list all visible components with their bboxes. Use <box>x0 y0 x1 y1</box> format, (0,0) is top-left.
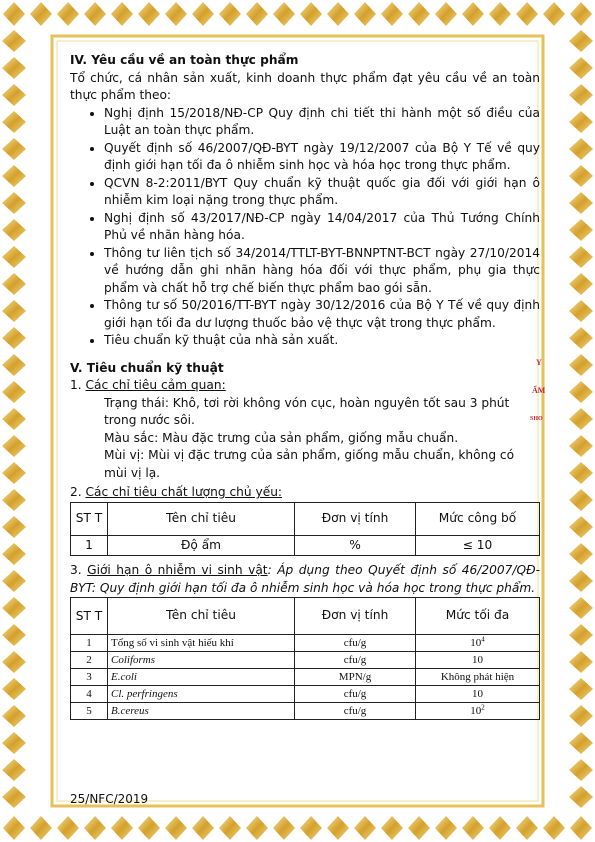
border-diamond <box>381 816 403 840</box>
border-diamond <box>246 2 268 26</box>
list-item: • Nghị định số 43/2017/NĐ-CP ngày 14/04/2017 của Thủ Tướng Chính Phủ về nhãn hàng hóa. <box>104 210 540 245</box>
border-diamond <box>2 165 26 187</box>
table-row <box>71 535 540 556</box>
border-diamond <box>165 2 187 26</box>
page-content <box>70 52 540 720</box>
border-diamond <box>3 816 25 840</box>
border-diamond <box>381 2 403 26</box>
border-diamond <box>569 354 593 376</box>
border-diamond <box>516 2 538 26</box>
border-diamond <box>30 816 52 840</box>
border-diamond <box>569 705 593 727</box>
sensory-taste: Mùi vị: Mùi vị đặc trưng của sản phẩm, giống mẫu chuẩn, không có mùi vị lạ. <box>104 448 515 480</box>
header-unit: Đơn vị tính <box>295 598 416 635</box>
border-diamond <box>569 489 593 511</box>
border-diamond <box>569 111 593 133</box>
limit-value: 10 <box>470 704 482 717</box>
border-diamond <box>462 2 484 26</box>
document-code: 25/NFC/2019 <box>70 792 149 806</box>
border-diamond <box>2 678 26 700</box>
cell-stt: 5 <box>71 703 108 720</box>
cell-limit <box>416 652 540 669</box>
list-item: • Thông tư liên tịch số 34/2014/TTLT-BYT-BNNPTNT-BCT ngày 27/10/2014 về hướng dẫn ghi nhãn hàng hóa đối với thực phẩm, phụ gia thực phẩm và chất hỗ trợ chế biến thực phẩm bao gói sẵn. <box>104 245 540 298</box>
subsection-2-label: Các chỉ tiêu chất lượng chủ yếu: <box>85 485 283 499</box>
border-diamond <box>569 219 593 241</box>
border-diamond <box>569 462 593 484</box>
cell-name: Độ ẩm <box>108 535 295 556</box>
border-diamond <box>219 2 241 26</box>
border-diamond <box>2 381 26 403</box>
border-diamond <box>569 84 593 106</box>
border-diamond <box>2 57 26 79</box>
cell-stt: 4 <box>71 686 108 703</box>
border-diamond <box>57 816 79 840</box>
border-diamond <box>569 138 593 160</box>
cell-limit: ≤ 10 <box>416 535 540 556</box>
border-diamond <box>354 816 376 840</box>
border-diamond <box>2 759 26 781</box>
header-stt: ST T <box>71 598 108 635</box>
border-diamond <box>569 570 593 592</box>
border-diamond <box>569 435 593 457</box>
border-diamond <box>354 2 376 26</box>
cell-stt: 1 <box>71 635 108 652</box>
border-diamond <box>569 57 593 79</box>
border-diamond <box>138 816 160 840</box>
table-row <box>71 703 540 720</box>
border-diamond <box>2 651 26 673</box>
border-diamond <box>569 408 593 430</box>
subsection-number: 3. <box>70 563 88 577</box>
border-diamond <box>2 597 26 619</box>
border-diamond <box>2 786 26 808</box>
border-diamond <box>2 732 26 754</box>
section-iv-title: IV. Yêu cầu về an toàn thực phẩm <box>70 53 299 67</box>
cell-name: Tổng số vi sinh vật hiếu khí <box>108 635 295 652</box>
cell-unit: cfu/g <box>295 652 416 669</box>
table-row <box>71 669 540 686</box>
border-diamond <box>57 2 79 26</box>
border-diamond <box>489 816 511 840</box>
header-stt: ST T <box>71 502 108 535</box>
red-stamp-fragment <box>528 336 552 426</box>
cell-unit: MPN/g <box>295 669 416 686</box>
border-diamond <box>2 30 26 52</box>
border-diamond <box>2 543 26 565</box>
stamp-text: ẨM <box>532 386 546 395</box>
border-diamond <box>2 435 26 457</box>
border-diamond <box>543 2 565 26</box>
border-diamond <box>111 816 133 840</box>
border-diamond <box>2 705 26 727</box>
border-diamond <box>192 2 214 26</box>
border-diamond <box>569 786 593 808</box>
list-item: • Quyết định số 46/2007/QĐ-BYT ngày 19/12/2007 của Bộ Y Tế về quy định giới hạn tối đa ô nhiễm sinh học và hóa học trong thực phẩm. <box>104 140 540 175</box>
border-diamond <box>569 759 593 781</box>
border-diamond <box>2 111 26 133</box>
border-diamond <box>84 2 106 26</box>
cell-unit: cfu/g <box>295 703 416 720</box>
border-diamond <box>2 138 26 160</box>
border-diamond <box>300 2 322 26</box>
limit-value: 10 <box>470 636 482 649</box>
sensory-state: Trạng thái: Khô, tơi rời không vón cục, hoàn nguyên tốt sau 3 phút trong nước sôi. <box>104 395 510 427</box>
border-diamond <box>462 816 484 840</box>
border-diamond <box>435 816 457 840</box>
limit-exponent: 2 <box>481 702 485 711</box>
header-name: Tên chỉ tiêu <box>108 502 295 535</box>
header-limit: Mức công bố <box>416 502 540 535</box>
border-diamond <box>3 2 25 26</box>
border-diamond <box>435 2 457 26</box>
list-item: • Thông tư số 50/2016/TT-BYT ngày 30/12/2016 của Bộ Y Tế về quy định giới hạn tối đa dư lượng thuốc bảo vệ thực vật trong thực phẩm. <box>104 297 540 332</box>
border-diamond <box>327 2 349 26</box>
border-diamond <box>2 327 26 349</box>
subsection-3-heading <box>70 562 540 597</box>
border-diamond <box>2 192 26 214</box>
table-header-row <box>71 502 540 535</box>
border-diamond <box>111 2 133 26</box>
list-item: • Nghị định 15/2018/NĐ-CP Quy định chi tiết thi hành một số điều của Luật an toàn thực phẩm. <box>104 105 540 140</box>
header-limit: Mức tối đa <box>416 598 540 635</box>
subsection-number: 1. <box>70 378 86 392</box>
list-item: • QCVN 8-2:2011/BYT Quy chuẩn kỹ thuật quốc gia đối với giới hạn ô nhiễm kim loại nặng trong thực phẩm. <box>104 175 540 210</box>
border-diamond <box>2 84 26 106</box>
border-diamond <box>327 816 349 840</box>
border-diamond <box>2 570 26 592</box>
border-diamond <box>543 816 565 840</box>
limit-value: 10 <box>472 653 483 666</box>
sensory-color: Màu sắc: Màu đặc trưng của sản phẩm, giống mẫu chuẩn. <box>104 430 459 445</box>
section-v-title: V. Tiêu chuẩn kỹ thuật <box>70 360 224 375</box>
border-diamond <box>569 732 593 754</box>
stamp-text: Y <box>536 358 542 367</box>
border-diamond <box>2 516 26 538</box>
quality-table <box>70 502 540 557</box>
border-diamond <box>2 354 26 376</box>
limit-value: 10 <box>472 687 483 700</box>
section-iv-intro: Tổ chức, cá nhân sản xuất, kinh doanh thực phẩm đạt yêu cầu về an toàn thực phẩm theo: <box>70 70 540 102</box>
border-diamond <box>569 192 593 214</box>
table-row <box>71 686 540 703</box>
border-diamond <box>246 816 268 840</box>
border-diamond <box>2 408 26 430</box>
border-diamond <box>30 2 52 26</box>
border-diamond <box>138 2 160 26</box>
subsection-3-label: Giới hạn ô nhiễm vi sinh vật <box>87 563 268 577</box>
subsection-3-note: : Áp dụng theo Quyết định số 46/2007/QĐ-BYT: Quy định giới hạn tối đa ô nhiễm sinh học và hóa học trong thực phẩm. <box>70 563 540 595</box>
cell-unit: % <box>295 535 416 556</box>
border-diamond <box>570 816 592 840</box>
border-diamond <box>2 489 26 511</box>
cell-name: Cl. perfringens <box>108 686 295 703</box>
cell-stt: 1 <box>71 535 108 556</box>
cell-name: B.cereus <box>108 703 295 720</box>
border-diamond <box>273 2 295 26</box>
border-diamond <box>2 246 26 268</box>
cell-limit <box>416 635 540 652</box>
border-diamond <box>569 597 593 619</box>
border-diamond <box>569 651 593 673</box>
border-diamond <box>408 816 430 840</box>
border-diamond <box>516 816 538 840</box>
cell-limit <box>416 686 540 703</box>
cell-unit: cfu/g <box>295 686 416 703</box>
border-diamond <box>569 543 593 565</box>
cell-stt: 2 <box>71 652 108 669</box>
border-diamond <box>84 816 106 840</box>
border-diamond <box>489 2 511 26</box>
border-diamond <box>569 30 593 52</box>
border-diamond <box>569 516 593 538</box>
stamp-text: SHO <box>530 416 543 422</box>
border-diamond <box>2 273 26 295</box>
border-diamond <box>569 165 593 187</box>
border-diamond <box>569 300 593 322</box>
cell-limit <box>416 703 540 720</box>
cell-name: E.coli <box>108 669 295 686</box>
table-header-row <box>71 598 540 635</box>
limit-value: Không phát hiện <box>440 670 515 683</box>
subsection-1-heading <box>70 377 540 395</box>
subsection-number: 2. <box>70 485 86 499</box>
header-unit: Đơn vị tính <box>295 502 416 535</box>
border-diamond <box>300 816 322 840</box>
border-diamond <box>2 462 26 484</box>
border-diamond <box>2 219 26 241</box>
border-diamond <box>165 816 187 840</box>
microbiology-table <box>70 597 540 720</box>
list-item: • Tiêu chuẩn kỹ thuật của nhà sản xuất. <box>104 332 540 350</box>
limit-exponent: 4 <box>481 634 485 643</box>
border-diamond <box>408 2 430 26</box>
cell-limit <box>416 669 540 686</box>
border-diamond <box>569 273 593 295</box>
border-diamond <box>569 327 593 349</box>
subsection-1-label: Các chỉ tiêu cảm quan: <box>85 378 226 392</box>
table-row <box>71 652 540 669</box>
border-diamond <box>569 246 593 268</box>
border-diamond <box>569 678 593 700</box>
border-diamond <box>570 2 592 26</box>
border-diamond <box>273 816 295 840</box>
regulation-list <box>70 105 540 350</box>
border-diamond <box>192 816 214 840</box>
cell-stt: 3 <box>71 669 108 686</box>
cell-name: Coliforms <box>108 652 295 669</box>
border-diamond <box>569 624 593 646</box>
border-diamond <box>219 816 241 840</box>
border-diamond <box>2 624 26 646</box>
header-name: Tên chỉ tiêu <box>108 598 295 635</box>
subsection-2-heading <box>70 484 540 502</box>
border-diamond <box>2 300 26 322</box>
table-row <box>71 635 540 652</box>
border-diamond <box>569 381 593 403</box>
cell-unit: cfu/g <box>295 635 416 652</box>
